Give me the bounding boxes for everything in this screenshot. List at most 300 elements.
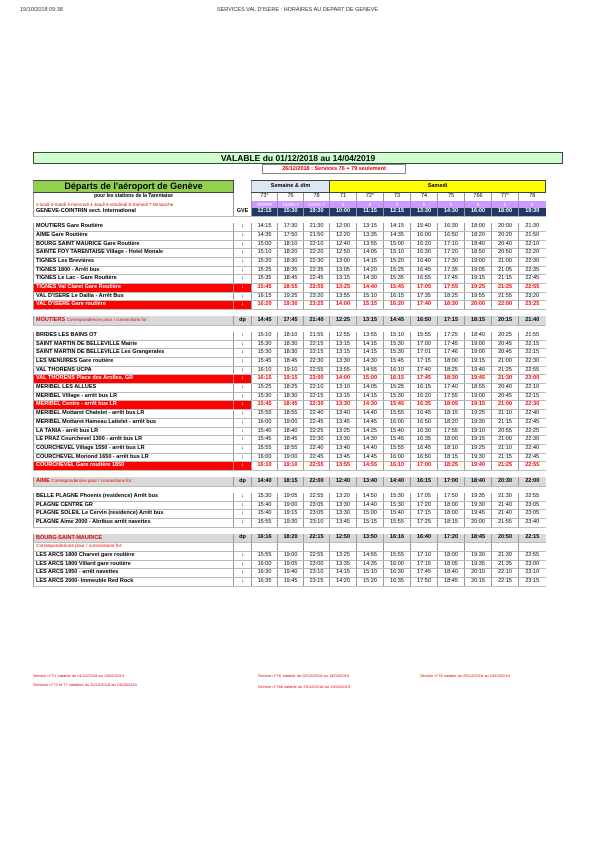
arrival-time: 22:25 xyxy=(519,427,546,436)
arrival-time: 18:45 xyxy=(278,401,304,410)
arrival-time: 18:15 xyxy=(438,453,465,462)
arrival-time: 21:50 xyxy=(304,231,330,240)
down-arrow-icon: ↓ xyxy=(234,375,252,384)
days-cell: 6 xyxy=(438,201,465,209)
arrival-time: 16:10 xyxy=(252,462,278,471)
down-arrow-icon: ↓ xyxy=(234,401,252,410)
stop-row xyxy=(34,357,546,366)
arrival-time: 19:05 xyxy=(465,266,492,275)
arrival-time: 18:15 xyxy=(438,518,465,527)
arrival-time: 22:35 xyxy=(304,266,330,275)
arrival-time: 22:25 xyxy=(304,427,330,436)
arrival-time: 17:50 xyxy=(278,231,304,240)
down-arrow-icon: ↓ xyxy=(234,357,252,366)
hub-time: 18:15 xyxy=(465,316,492,325)
station-name: GENEVE-COINTRIN sect. International xyxy=(34,208,234,216)
arrival-time: 19:00 xyxy=(465,349,492,358)
arrival-time: 21:00 xyxy=(492,436,519,445)
arrival-time: 22:15 xyxy=(492,578,519,587)
arrival-time: 15:55 xyxy=(252,552,278,561)
arrival-time: 19:15 xyxy=(465,357,492,366)
station-name: LES ARCS 1800 Charvet gare routière xyxy=(34,552,234,561)
arrival-time: 15:30 xyxy=(252,493,278,501)
arrival-time: 15:45 xyxy=(384,401,411,410)
arrival-time: 22:55 xyxy=(519,366,546,375)
hub-time: 18:15 xyxy=(278,477,304,486)
arrival-time: 21:30 xyxy=(304,223,330,231)
stop-row xyxy=(34,249,546,258)
arrival-time: 18:00 xyxy=(438,357,465,366)
arrival-time: 22:30 xyxy=(519,436,546,445)
days-cell: 6 xyxy=(492,201,519,209)
arrival-time: 19:35 xyxy=(465,560,492,569)
arrival-time: 19:00 xyxy=(465,257,492,266)
arrival-time: 22:45 xyxy=(304,275,330,284)
arrival-time: 16:15 xyxy=(411,384,438,393)
arrival-time: 16:30 xyxy=(411,427,438,436)
arrival-time: 19:00 xyxy=(278,418,304,427)
arrival-time: 13:35 xyxy=(357,231,384,240)
arrival-time: 19:40 xyxy=(465,366,492,375)
arrival-time: 22:10 xyxy=(492,569,519,578)
hub-time: 14:40 xyxy=(384,477,411,486)
days-cell: 6 xyxy=(519,201,546,209)
arrival-time: 19:15 xyxy=(465,275,492,284)
stop-row xyxy=(34,518,546,527)
station-name: MOUTIERS Gare Routière xyxy=(34,223,234,231)
depart-title: Départs de l'aéroport de Genève xyxy=(34,181,234,193)
arrival-time: 16:10 xyxy=(252,366,278,375)
arrival-time: 21:35 xyxy=(492,560,519,569)
station-name: VAL D'ISERE Gare routière xyxy=(34,301,234,310)
arrival-time: 18:55 xyxy=(278,444,304,453)
arrival-time: 16:15 xyxy=(252,292,278,301)
hub-time: 14:45 xyxy=(384,316,411,325)
arrival-time: 18:10 xyxy=(278,332,304,340)
service-number: 75 xyxy=(438,193,465,201)
hub-name xyxy=(34,477,234,486)
departure-time: 12:15 xyxy=(384,208,411,216)
hub-time: 20:50 xyxy=(492,534,519,543)
arrival-time: 18:55 xyxy=(278,410,304,419)
arrival-time: 15:30 xyxy=(384,501,411,510)
stop-row xyxy=(34,392,546,401)
arrival-time: 18:10 xyxy=(438,444,465,453)
arrival-time: 21:00 xyxy=(492,257,519,266)
arrival-time: 19:05 xyxy=(278,560,304,569)
days-cell: 6 xyxy=(357,201,384,209)
station-name: VAL THORENS UCPA xyxy=(34,366,234,375)
down-arrow-icon: ↓ xyxy=(234,275,252,284)
arrival-time: 22:30 xyxy=(304,436,330,445)
station-name: LE PRAZ Courchevel 1300 - arrêt bus LR xyxy=(34,436,234,445)
arrival-time: 17:50 xyxy=(411,578,438,587)
arrival-time: 15:00 xyxy=(357,510,384,519)
arrival-time: 13:30 xyxy=(330,357,357,366)
arrival-time: 22:15 xyxy=(304,392,330,401)
validity-note: 26/12/2018 : Services 76 + 79 seulement xyxy=(262,164,406,174)
arrival-time: 23:20 xyxy=(519,292,546,301)
arrival-time: 15:25 xyxy=(252,266,278,275)
arrival-time: 22:20 xyxy=(304,249,330,258)
hub-code: dp xyxy=(234,534,252,543)
stop-row xyxy=(34,462,546,471)
departure-time: 15:30 xyxy=(278,208,304,216)
arrival-time: 17:50 xyxy=(438,493,465,501)
arrival-time: 15:00 xyxy=(252,240,278,249)
station-name: COURCHEVEL Village 1550 - arrêt bus LR xyxy=(34,444,234,453)
down-arrow-icon: ↓ xyxy=(234,444,252,453)
down-arrow-icon: ↓ xyxy=(234,518,252,527)
arrival-time: 15:40 xyxy=(252,501,278,510)
arrival-time: 23:00 xyxy=(304,560,330,569)
arrival-time: 17:25 xyxy=(411,518,438,527)
down-arrow-icon: ↓ xyxy=(234,552,252,561)
arrival-time: 17:05 xyxy=(411,284,438,293)
arrival-time: 15:55 xyxy=(411,332,438,340)
stop-row xyxy=(34,436,546,445)
arrival-time: 15:45 xyxy=(384,436,411,445)
arrival-time: 22:15 xyxy=(304,349,330,358)
arrival-time: 14:20 xyxy=(357,266,384,275)
arrival-time: 19:00 xyxy=(465,340,492,349)
arrival-time: 14:45 xyxy=(357,453,384,462)
station-name: TIGNES Les Brevières xyxy=(34,257,234,266)
arrival-time: 23:05 xyxy=(519,510,546,519)
arrival-time: 20:20 xyxy=(492,231,519,240)
arrival-time: 23:40 xyxy=(519,518,546,527)
arrival-time: 22:45 xyxy=(304,453,330,462)
arrival-time: 22:55 xyxy=(304,284,330,293)
timetable xyxy=(33,180,546,587)
arrival-time: 22:55 xyxy=(519,462,546,471)
arrival-time: 21:25 xyxy=(492,284,519,293)
arrival-time: 13:55 xyxy=(357,240,384,249)
arrival-time: 15:30 xyxy=(252,392,278,401)
arrival-time: 15:30 xyxy=(384,340,411,349)
arrival-time: 13:25 xyxy=(330,552,357,561)
arrival-time: 21:50 xyxy=(519,231,546,240)
down-arrow-icon: ↓ xyxy=(234,569,252,578)
arrival-time: 14:30 xyxy=(357,275,384,284)
arrival-time: 18:10 xyxy=(278,240,304,249)
arrival-time: 19:30 xyxy=(465,418,492,427)
arrival-time: 18:40 xyxy=(465,240,492,249)
arrival-time: 20:40 xyxy=(492,384,519,393)
arrival-time: 22:20 xyxy=(519,249,546,258)
arrival-time: 22:45 xyxy=(519,275,546,284)
stop-row xyxy=(34,223,546,231)
arrival-time: 21:25 xyxy=(492,366,519,375)
arrival-time: 16:00 xyxy=(411,231,438,240)
arrival-time: 19:25 xyxy=(465,444,492,453)
arrival-time: 22:10 xyxy=(519,240,546,249)
arrival-time: 21:30 xyxy=(492,493,519,501)
arrival-time: 22:40 xyxy=(304,444,330,453)
arrival-time: 14:15 xyxy=(252,223,278,231)
hub-row xyxy=(34,316,546,325)
arrival-time: 23:10 xyxy=(304,569,330,578)
stop-row xyxy=(34,275,546,284)
down-arrow-icon: ↓ xyxy=(234,349,252,358)
stop-row xyxy=(34,375,546,384)
station-name: LES MENUIRES Gare routière xyxy=(34,357,234,366)
arrival-time: 15:15 xyxy=(357,518,384,527)
arrival-time: 14:25 xyxy=(357,427,384,436)
arrival-time: 15:40 xyxy=(384,427,411,436)
arrival-time: 17:10 xyxy=(411,552,438,561)
arrival-time: 23:05 xyxy=(519,501,546,510)
station-name: BOURG SAINT MAURICE Gare Routière xyxy=(34,240,234,249)
arrival-time: 18:20 xyxy=(438,418,465,427)
station-name: LES ARCS 1950 - arrêt navettes xyxy=(34,569,234,578)
arrival-time: 14:30 xyxy=(357,357,384,366)
arrival-time: 18:30 xyxy=(278,349,304,358)
down-arrow-icon: ↓ xyxy=(234,436,252,445)
arrival-time: 15:10 xyxy=(252,249,278,258)
arrival-time: 22:55 xyxy=(519,552,546,561)
down-arrow-icon: ↓ xyxy=(234,366,252,375)
arrival-time: 14:35 xyxy=(384,231,411,240)
arrival-time: 15:35 xyxy=(252,275,278,284)
hub-time: 16:16 xyxy=(384,534,411,543)
station-name: MERIBEL LES ALLUES xyxy=(34,384,234,393)
arrival-time: 20:50 xyxy=(492,249,519,258)
service-number: 72° xyxy=(357,193,384,201)
station-name: PLAGNE Aime 2000 - Abribus arrêt navettes xyxy=(34,518,234,527)
hub-time: 22:15 xyxy=(519,534,546,543)
arrival-time: 18:00 xyxy=(438,552,465,561)
arrival-time: 20:00 xyxy=(465,518,492,527)
arrival-time: 23:15 xyxy=(304,578,330,587)
arrival-time: 17:46 xyxy=(438,349,465,358)
arrival-time: 21:15 xyxy=(492,418,519,427)
arrival-time: 17:55 xyxy=(438,284,465,293)
departure-time: 14:30 xyxy=(438,208,465,216)
hub-name xyxy=(34,316,234,325)
arrival-time: 15:00 xyxy=(357,375,384,384)
hub-time: 22:00 xyxy=(304,477,330,486)
departure-time: 16:00 xyxy=(465,208,492,216)
arrival-time: 15:45 xyxy=(384,357,411,366)
arrival-time: 23:00 xyxy=(304,375,330,384)
arrival-time: 16:50 xyxy=(438,231,465,240)
arrival-time: 22:15 xyxy=(519,392,546,401)
arrival-time: 20:25 xyxy=(492,332,519,340)
arrival-time: 18:25 xyxy=(438,462,465,471)
arrival-time: 21:55 xyxy=(492,292,519,301)
arrival-time: 14:00 xyxy=(330,375,357,384)
service-number: 78 xyxy=(304,193,330,201)
validity-banner: VALABLE du 01/12/2018 au 14/04/2019 xyxy=(33,152,563,164)
arrival-time: 22:40 xyxy=(304,410,330,419)
service-number: 76 xyxy=(278,193,304,201)
down-arrow-icon: ↓ xyxy=(234,453,252,462)
arrival-time: 17:40 xyxy=(411,301,438,310)
hub-time: 16:16 xyxy=(252,534,278,543)
hub-time: 12:40 xyxy=(330,477,357,486)
arrival-time: 17:35 xyxy=(411,292,438,301)
station-name: SAINTE FOY TARENTAISE Village - Hotel Monale xyxy=(34,249,234,258)
down-arrow-icon: ↓ xyxy=(234,257,252,266)
arrival-time: 18:45 xyxy=(278,357,304,366)
arrival-time: 22:55 xyxy=(304,366,330,375)
arrival-time: 16:20 xyxy=(384,301,411,310)
arrival-time: 19:00 xyxy=(278,501,304,510)
down-arrow-icon: ↓ xyxy=(234,301,252,310)
arrival-time: 17:00 xyxy=(411,462,438,471)
arrival-time: 18:30 xyxy=(278,257,304,266)
arrival-time: 18:00 xyxy=(438,436,465,445)
hub-time: 18:45 xyxy=(465,534,492,543)
arrival-time: 12:20 xyxy=(330,231,357,240)
station-name: PLAGNE CENTRE GR xyxy=(34,501,234,510)
arrival-time: 14:40 xyxy=(357,501,384,510)
service-note: Service n°766 valable du 29/12/2018 au 13/04/2019 xyxy=(258,684,351,689)
station-name: AIME Gare Routière xyxy=(34,231,234,240)
arrival-time: 19:15 xyxy=(465,436,492,445)
arrival-time: 22:30 xyxy=(519,257,546,266)
arrival-time: 16:00 xyxy=(384,560,411,569)
hub-time: 17:00 xyxy=(438,477,465,486)
arrival-time: 16:15 xyxy=(384,375,411,384)
service-number: 73 xyxy=(384,193,411,201)
arrival-time: 14:20 xyxy=(330,578,357,587)
service-number: 766 xyxy=(465,193,492,201)
arrival-time: 16:50 xyxy=(411,453,438,462)
hub-time: 16:50 xyxy=(411,316,438,325)
arrival-time: 15:30 xyxy=(384,349,411,358)
departure-time: 13:30 xyxy=(411,208,438,216)
service-number: 71 xyxy=(330,193,357,201)
arrival-time: 13:15 xyxy=(330,275,357,284)
arrival-time: 19:55 xyxy=(465,292,492,301)
arrival-time: 18:45 xyxy=(438,578,465,587)
departure-time: 11:15 xyxy=(357,208,384,216)
arrival-time: 19:40 xyxy=(278,569,304,578)
arrival-time: 19:10 xyxy=(278,366,304,375)
arrival-time: 14:05 xyxy=(357,384,384,393)
hub-row xyxy=(34,477,546,486)
arrival-time: 13:55 xyxy=(330,292,357,301)
hub-time: 17:15 xyxy=(438,316,465,325)
arrival-time: 18:25 xyxy=(278,384,304,393)
arrival-time: 22:40 xyxy=(519,444,546,453)
arrival-time: 17:55 xyxy=(438,427,465,436)
station-name: COURCHEVEL Moriond 1650 - arrêt bus LR xyxy=(34,453,234,462)
hub-time: 13:15 xyxy=(357,316,384,325)
stop-row xyxy=(34,427,546,436)
arrival-time: 14:00 xyxy=(330,301,357,310)
stop-row xyxy=(34,552,546,561)
station-name: BRIDES LES BAINS OT xyxy=(34,332,234,340)
arrival-time: 23:00 xyxy=(519,560,546,569)
arrival-time: 12:55 xyxy=(330,332,357,340)
arrival-time: 16:30 xyxy=(384,569,411,578)
hub-time: 14:40 xyxy=(252,477,278,486)
arrival-time: 15:55 xyxy=(384,444,411,453)
arrival-time: 14:15 xyxy=(384,223,411,231)
down-arrow-icon: ↓ xyxy=(234,578,252,587)
arrival-time: 23:10 xyxy=(304,518,330,527)
arrival-time: 14:40 xyxy=(357,410,384,419)
arrival-time: 21:55 xyxy=(492,518,519,527)
arrival-time: 22:30 xyxy=(304,401,330,410)
arrival-time: 22:35 xyxy=(519,266,546,275)
hub-time: 12:50 xyxy=(330,534,357,543)
hub-time: 18:40 xyxy=(465,477,492,486)
arrival-time: 13:30 xyxy=(330,436,357,445)
arrival-time: 15:55 xyxy=(384,410,411,419)
arrival-time: 17:35 xyxy=(438,266,465,275)
arrival-time: 18:30 xyxy=(438,301,465,310)
arrival-time: 18:25 xyxy=(438,366,465,375)
arrival-time: 18:25 xyxy=(438,292,465,301)
days-cell: 6 xyxy=(384,201,411,209)
hub-station: MOUTIERS xyxy=(36,317,66,324)
arrival-time: 20:45 xyxy=(492,349,519,358)
station-name: LA TANIA - arrêt bus LR xyxy=(34,427,234,436)
arrival-time: 15:40 xyxy=(411,223,438,231)
arrival-time: 16:15 xyxy=(252,375,278,384)
arrival-time: 13:15 xyxy=(330,340,357,349)
stop-row xyxy=(34,349,546,358)
arrival-time: 14:55 xyxy=(357,366,384,375)
station-name: VAL D'ISERE Le Dailla - Arrêt Bus xyxy=(34,292,234,301)
hub-time: 13:40 xyxy=(357,477,384,486)
station-code: GVE xyxy=(234,208,252,216)
departure-time: 10:00 xyxy=(330,208,357,216)
station-name: COURCHEVEL Gare routière 1850 xyxy=(34,462,234,471)
arrival-time: 17:15 xyxy=(411,357,438,366)
down-arrow-icon: ↓ xyxy=(234,501,252,510)
arrival-time: 15:10 xyxy=(384,249,411,258)
arrival-time: 18:50 xyxy=(465,249,492,258)
down-arrow-icon: ↓ xyxy=(234,284,252,293)
arrival-time: 15:55 xyxy=(384,552,411,561)
arrival-time: 22:55 xyxy=(304,552,330,561)
arrival-time: 21:55 xyxy=(304,332,330,340)
semaine-header: Semaine & dim xyxy=(252,181,330,193)
arrival-time: 18:05 xyxy=(438,401,465,410)
days-cell: 6 xyxy=(465,201,492,209)
arrival-time: 12:50 xyxy=(330,249,357,258)
arrival-time: 18:40 xyxy=(465,332,492,340)
arrival-time: 18:00 xyxy=(438,501,465,510)
arrival-time: 18:05 xyxy=(438,560,465,569)
stop-row xyxy=(34,501,546,510)
service-note: Services n°72 et 77 valables du 22/12/2018 au 23/03/2019 xyxy=(33,682,137,687)
arrival-time: 18:30 xyxy=(278,340,304,349)
arrival-time: 18:45 xyxy=(278,436,304,445)
stop-row xyxy=(34,493,546,501)
arrival-time: 14:30 xyxy=(357,436,384,445)
arrival-time: 16:40 xyxy=(411,257,438,266)
arrival-time: 17:20 xyxy=(438,249,465,258)
station-name: MERIBEL Mottaret Chatelet - arrêt bus LR xyxy=(34,410,234,419)
departure-time: 19:30 xyxy=(304,208,330,216)
arrival-time: 21:30 xyxy=(492,552,519,561)
arrival-time: 22:15 xyxy=(519,340,546,349)
stop-row xyxy=(34,340,546,349)
arrival-time: 17:40 xyxy=(438,384,465,393)
arrival-time: 19:15 xyxy=(278,510,304,519)
arrival-time: 16:30 xyxy=(411,249,438,258)
arrival-time: 17:55 xyxy=(438,392,465,401)
days-cell: ###### xyxy=(252,201,278,209)
arrival-time: 21:15 xyxy=(492,453,519,462)
arrival-time: 12:40 xyxy=(330,240,357,249)
